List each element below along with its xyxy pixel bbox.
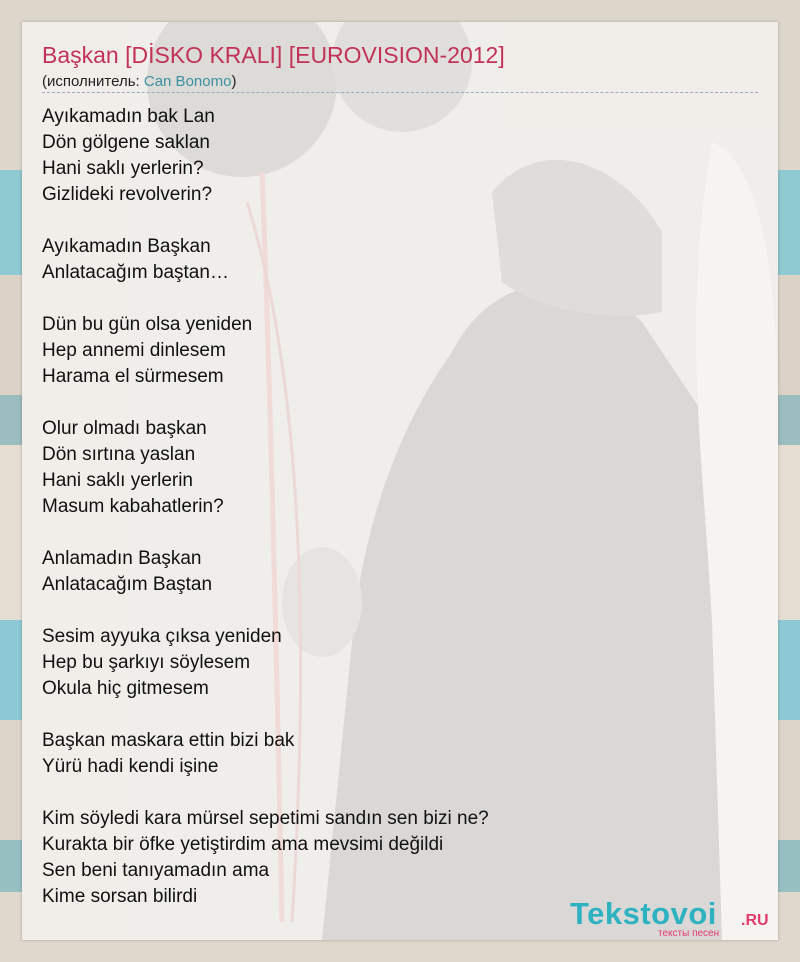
site-logo[interactable] [570, 896, 778, 940]
stanza-gap [42, 286, 742, 312]
lyric-line: Dün bu gün olsa yeniden [42, 314, 253, 335]
lyric-line: Dön sırtına yaslan [42, 444, 196, 465]
lyric-line: Hani saklı yerlerin [42, 470, 193, 491]
stanza-gap [42, 702, 742, 728]
lyric-line: Sesim ayyuka çıksa yeniden [42, 626, 282, 647]
lyric-line: Dön gölgene saklan [42, 132, 210, 153]
lyric-line: Hep annemi dinlesem [42, 340, 226, 361]
artist-link[interactable]: Can Bonomo [143, 73, 232, 90]
lyric-line: Kurakta bir öfke yetiştirdim ama mevsimi değildi [42, 834, 444, 855]
lyric-line: Harama el sürmesem [42, 366, 224, 387]
lyric-line: Ayıkamadın Başkan [42, 236, 211, 257]
lyric-line: Olur olmadı başkan [42, 418, 207, 439]
lyric-line: Başkan maskara ettin bizi bak [42, 730, 295, 751]
logo-wordmark: Tekstovoi [570, 896, 717, 931]
artist-line [42, 73, 758, 93]
lyric-line: Ayıkamadın bak Lan [42, 106, 215, 127]
artist-prefix: (исполнитель: [42, 73, 144, 90]
stanza-gap [42, 520, 742, 546]
lyric-line: Yürü hadi kendi işine [42, 756, 219, 777]
lyric-line: Anlamadın Başkan [42, 548, 202, 569]
lyric-line: Anlatacağım Baştan [42, 574, 213, 595]
lyric-line: Sen beni tanıyamadın ama [42, 860, 270, 881]
lyric-line: Kime sorsan bilirdi [42, 886, 198, 907]
lyric-line: Gizlideki revolverin? [42, 184, 213, 205]
artist-suffix: ) [231, 73, 237, 90]
stanza-gap [42, 780, 742, 806]
lyrics-card [22, 22, 778, 940]
stanza-gap [42, 390, 742, 416]
logo-domain: .RU [741, 912, 769, 929]
lyric-line: Masum kabahatlerin? [42, 496, 224, 517]
lyric-line: Hep bu şarkıyı söylesem [42, 652, 251, 673]
lyric-line: Anlatacağım baştan… [42, 262, 229, 283]
page-title: Başkan [DİSKO KRALI] [EUROVISION-2012] [42, 42, 505, 68]
stanza-gap [42, 208, 742, 234]
lyric-line: Kim söyledi kara mürsel sepetimi sandın sen bizi ne? [42, 808, 489, 829]
stanza-gap [42, 598, 742, 624]
lyrics-body [42, 104, 742, 910]
logo-tagline: тексты песен [658, 928, 720, 939]
lyric-line: Okula hiç gitmesem [42, 678, 209, 699]
lyric-line: Hani saklı yerlerin? [42, 158, 204, 179]
